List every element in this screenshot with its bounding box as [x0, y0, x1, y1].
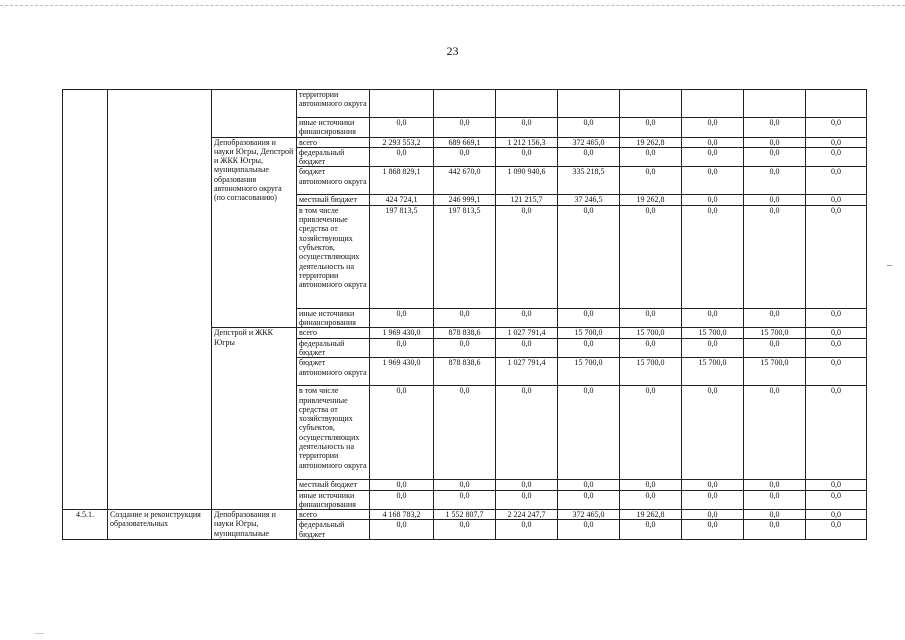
value-cell: 0,0: [620, 480, 682, 490]
funding-source-cell: всего: [297, 328, 370, 338]
value-cell: 37 246,5: [558, 195, 620, 205]
value-cell: 0,0: [744, 308, 806, 328]
funding-source-cell: федеральный бюджет: [297, 338, 370, 358]
value-cell: 15 700,0: [558, 358, 620, 386]
value-cell: 0,0: [682, 386, 744, 480]
value-cell: 1 969 430,0: [370, 328, 434, 338]
value-cell: 0,0: [806, 328, 867, 338]
value-cell: 0,0: [434, 147, 496, 167]
value-cell: 0,0: [806, 480, 867, 490]
value-cell: 0,0: [620, 147, 682, 167]
value-cell: 372 465,0: [558, 137, 620, 147]
value-cell: 15 700,0: [558, 328, 620, 338]
value-cell: 0,0: [806, 520, 867, 540]
value-cell: 0,0: [496, 118, 558, 138]
value-cell: 2 224 247,7: [496, 510, 558, 520]
value-cell: 0,0: [744, 386, 806, 480]
value-cell: 1 868 829,1: [370, 167, 434, 195]
value-cell: 15 700,0: [682, 328, 744, 338]
value-cell: 0,0: [496, 520, 558, 540]
executor-cell: Депстрой и ЖКК Югры: [212, 328, 297, 510]
value-cell: 0,0: [682, 308, 744, 328]
value-cell: 0,0: [682, 338, 744, 358]
value-cell: 0,0: [434, 338, 496, 358]
value-cell: 0,0: [434, 520, 496, 540]
value-cell: 121 215,7: [496, 195, 558, 205]
executor-cell: Депобразования и науки Югры, муниципальные: [212, 510, 297, 540]
value-cell: 0,0: [496, 480, 558, 490]
item-name-cell: [108, 90, 212, 510]
value-cell: [682, 90, 744, 118]
value-cell: 0,0: [806, 147, 867, 167]
item-number-cell: [63, 90, 108, 510]
funding-source-cell: местный бюджет: [297, 480, 370, 490]
page-number: 23: [446, 44, 459, 58]
value-cell: 0,0: [682, 520, 744, 540]
executor-cell: Депобразования и науки Югры, Депстрой и ЖКК Югры, муниципальные образования автономного округа (по согласованию): [212, 137, 297, 328]
value-cell: 0,0: [620, 167, 682, 195]
value-cell: 1 969 430,0: [370, 358, 434, 386]
value-cell: 0,0: [496, 490, 558, 510]
value-cell: 0,0: [370, 480, 434, 490]
value-cell: 0,0: [744, 338, 806, 358]
value-cell: 0,0: [744, 520, 806, 540]
value-cell: 0,0: [744, 137, 806, 147]
value-cell: 0,0: [806, 167, 867, 195]
value-cell: 424 724,1: [370, 195, 434, 205]
value-cell: 0,0: [558, 490, 620, 510]
value-cell: 0,0: [806, 137, 867, 147]
value-cell: 0,0: [744, 490, 806, 510]
value-cell: 0,0: [744, 167, 806, 195]
funding-source-cell: в том числе привлеченные средства от хозяйствующих субъектов, осуществляющих деятельность на территории автономного округа: [297, 386, 370, 480]
value-cell: 0,0: [370, 520, 434, 540]
value-cell: [370, 90, 434, 118]
value-cell: 0,0: [558, 338, 620, 358]
value-cell: 0,0: [370, 386, 434, 480]
value-cell: 0,0: [806, 490, 867, 510]
value-cell: 1 552 807,7: [434, 510, 496, 520]
value-cell: 19 262,8: [620, 137, 682, 147]
value-cell: 0,0: [806, 386, 867, 480]
funding-source-cell: всего: [297, 137, 370, 147]
value-cell: [744, 90, 806, 118]
value-cell: 0,0: [434, 480, 496, 490]
value-cell: 0,0: [744, 480, 806, 490]
funding-source-cell: иные источники финансирования: [297, 308, 370, 328]
value-cell: 372 465,0: [558, 510, 620, 520]
scan-top-edge: [0, 5, 905, 6]
value-cell: 15 700,0: [682, 358, 744, 386]
value-cell: 19 262,8: [620, 510, 682, 520]
value-cell: 0,0: [682, 480, 744, 490]
value-cell: 0,0: [682, 510, 744, 520]
value-cell: 1 027 791,4: [496, 358, 558, 386]
table-row: [63, 90, 867, 118]
value-cell: 878 838,6: [434, 358, 496, 386]
funding-source-cell: иные источники финансирования: [297, 118, 370, 138]
value-cell: 878 838,6: [434, 328, 496, 338]
value-cell: 0,0: [806, 195, 867, 205]
value-cell: 0,0: [682, 147, 744, 167]
value-cell: 15 700,0: [744, 358, 806, 386]
value-cell: 0,0: [744, 118, 806, 138]
value-cell: [806, 90, 867, 118]
value-cell: 0,0: [806, 308, 867, 328]
value-cell: 197 813,5: [370, 205, 434, 308]
value-cell: 0,0: [370, 118, 434, 138]
value-cell: 0,0: [558, 205, 620, 308]
value-cell: 0,0: [558, 147, 620, 167]
value-cell: [496, 90, 558, 118]
funding-source-cell: в том числе привлеченные средства от хозяйствующих субъектов, осуществляющих деятельность на территории автономного округа: [297, 205, 370, 308]
value-cell: 0,0: [620, 386, 682, 480]
value-cell: 4 168 783,2: [370, 510, 434, 520]
value-cell: [620, 90, 682, 118]
value-cell: 0,0: [434, 118, 496, 138]
value-cell: 0,0: [434, 308, 496, 328]
value-cell: 0,0: [744, 195, 806, 205]
value-cell: 0,0: [744, 510, 806, 520]
value-cell: 0,0: [558, 386, 620, 480]
item-name-cell: Создание и реконструкция образовательных: [108, 510, 212, 540]
value-cell: 0,0: [682, 490, 744, 510]
value-cell: 0,0: [806, 510, 867, 520]
value-cell: 15 700,0: [620, 328, 682, 338]
value-cell: 0,0: [806, 205, 867, 308]
value-cell: 0,0: [496, 205, 558, 308]
value-cell: 15 700,0: [620, 358, 682, 386]
value-cell: [558, 90, 620, 118]
value-cell: 0,0: [558, 520, 620, 540]
value-cell: 0,0: [496, 147, 558, 167]
table-row: [63, 510, 867, 520]
funding-source-cell: федеральный бюджет: [297, 520, 370, 540]
value-cell: 0,0: [806, 358, 867, 386]
value-cell: 335 218,5: [558, 167, 620, 195]
table-body: [63, 90, 867, 540]
funding-source-cell: местный бюджет: [297, 195, 370, 205]
value-cell: 1 212 156,3: [496, 137, 558, 147]
value-cell: 0,0: [744, 205, 806, 308]
value-cell: 0,0: [806, 338, 867, 358]
value-cell: 0,0: [496, 308, 558, 328]
value-cell: 0,0: [620, 490, 682, 510]
funding-source-cell: иные источники финансирования: [297, 490, 370, 510]
value-cell: 15 700,0: [744, 328, 806, 338]
financing-table: [62, 89, 867, 540]
value-cell: 442 670,0: [434, 167, 496, 195]
value-cell: 0,0: [370, 308, 434, 328]
value-cell: 0,0: [434, 386, 496, 480]
executor-cell: [212, 90, 297, 138]
value-cell: 246 999,1: [434, 195, 496, 205]
value-cell: 0,0: [620, 520, 682, 540]
value-cell: 1 090 940,6: [496, 167, 558, 195]
value-cell: 689 669,1: [434, 137, 496, 147]
value-cell: 197 813,5: [434, 205, 496, 308]
value-cell: 0,0: [620, 118, 682, 138]
value-cell: 0,0: [496, 386, 558, 480]
scan-bottom-mark: [34, 633, 44, 634]
value-cell: 0,0: [620, 338, 682, 358]
item-number-cell: 4.5.1.: [63, 510, 108, 540]
funding-source-cell: бюджет автономного округа: [297, 167, 370, 195]
value-cell: 0,0: [682, 137, 744, 147]
value-cell: 0,0: [370, 338, 434, 358]
funding-source-cell: бюджет автономного округа: [297, 358, 370, 386]
value-cell: 0,0: [370, 490, 434, 510]
value-cell: 19 262,8: [620, 195, 682, 205]
value-cell: 0,0: [682, 205, 744, 308]
value-cell: 0,0: [620, 308, 682, 328]
value-cell: 0,0: [682, 118, 744, 138]
value-cell: 0,0: [558, 118, 620, 138]
value-cell: 0,0: [558, 308, 620, 328]
funding-source-cell: федеральный бюджет: [297, 147, 370, 167]
value-cell: [434, 90, 496, 118]
funding-source-cell: территории автономного округа: [297, 90, 370, 118]
value-cell: 0,0: [744, 147, 806, 167]
value-cell: 0,0: [806, 118, 867, 138]
value-cell: 0,0: [434, 490, 496, 510]
scan-margin-mark: [887, 265, 892, 266]
funding-source-cell: всего: [297, 510, 370, 520]
value-cell: 0,0: [682, 195, 744, 205]
value-cell: 0,0: [370, 147, 434, 167]
value-cell: 1 027 791,4: [496, 328, 558, 338]
value-cell: 0,0: [496, 338, 558, 358]
value-cell: 0,0: [682, 167, 744, 195]
value-cell: 0,0: [620, 205, 682, 308]
value-cell: 2 293 553,2: [370, 137, 434, 147]
value-cell: 0,0: [558, 480, 620, 490]
